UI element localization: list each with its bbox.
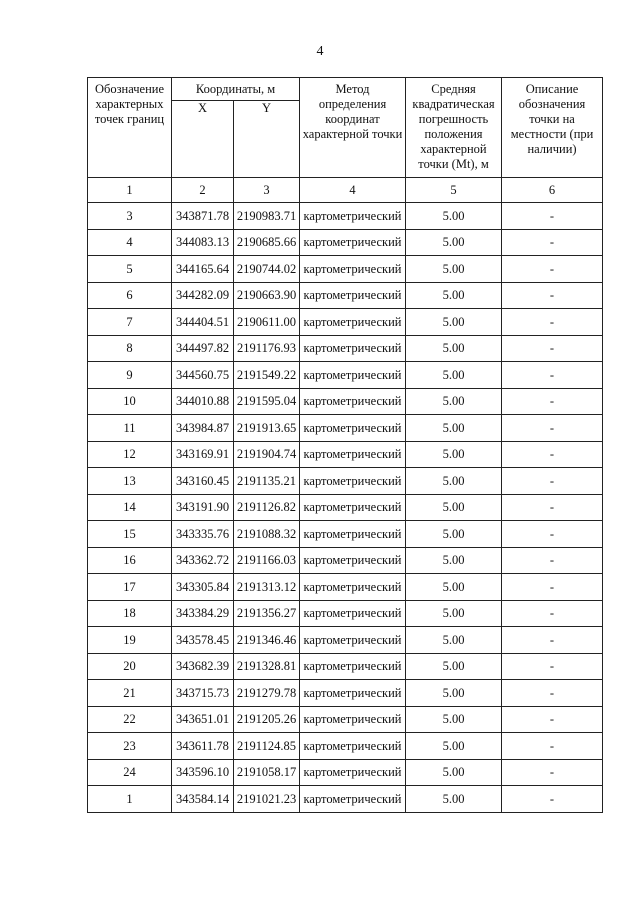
y-coordinate-cell: 2191595.04 (234, 388, 300, 415)
y-coordinate-cell: 2190663.90 (234, 282, 300, 309)
x-coordinate-cell: 343578.45 (172, 627, 234, 654)
point-number-cell: 15 (88, 521, 172, 548)
y-coordinate-cell: 2191166.03 (234, 547, 300, 574)
description-cell: - (502, 574, 603, 601)
method-cell: картометрический (300, 786, 406, 813)
description-cell: - (502, 362, 603, 389)
method-cell: картометрический (300, 441, 406, 468)
point-number-cell: 23 (88, 733, 172, 760)
table-row (88, 388, 603, 415)
table-row (88, 256, 603, 283)
method-cell: картометрический (300, 335, 406, 362)
x-coordinate-cell: 344083.13 (172, 229, 234, 256)
accuracy-cell: 5.00 (406, 574, 502, 601)
accuracy-cell: 5.00 (406, 229, 502, 256)
method-cell: картометрический (300, 203, 406, 230)
point-number-cell: 6 (88, 282, 172, 309)
table-row (88, 706, 603, 733)
description-cell: - (502, 680, 603, 707)
method-cell: картометрический (300, 680, 406, 707)
point-number-cell: 14 (88, 494, 172, 521)
method-cell: картометрический (300, 706, 406, 733)
description-cell: - (502, 282, 603, 309)
y-coordinate-cell: 2191313.12 (234, 574, 300, 601)
header-x: X (172, 101, 234, 178)
method-cell: картометрический (300, 388, 406, 415)
y-coordinate-cell: 2191135.21 (234, 468, 300, 495)
table-row (88, 415, 603, 442)
method-cell: картометрический (300, 759, 406, 786)
x-coordinate-cell: 343169.91 (172, 441, 234, 468)
point-number-cell: 9 (88, 362, 172, 389)
point-number-cell: 24 (88, 759, 172, 786)
y-coordinate-cell: 2191058.17 (234, 759, 300, 786)
accuracy-cell: 5.00 (406, 786, 502, 813)
y-coordinate-cell: 2191356.27 (234, 600, 300, 627)
y-coordinate-cell: 2191346.46 (234, 627, 300, 654)
accuracy-cell: 5.00 (406, 680, 502, 707)
x-coordinate-cell: 344560.75 (172, 362, 234, 389)
table-row (88, 229, 603, 256)
description-cell: - (502, 521, 603, 548)
description-cell: - (502, 627, 603, 654)
y-coordinate-cell: 2191279.78 (234, 680, 300, 707)
table-row (88, 733, 603, 760)
description-cell: - (502, 706, 603, 733)
point-number-cell: 18 (88, 600, 172, 627)
point-number-cell: 5 (88, 256, 172, 283)
page-number: 4 (316, 44, 324, 59)
table-row (88, 309, 603, 336)
x-coordinate-cell: 344282.09 (172, 282, 234, 309)
table-row (88, 547, 603, 574)
y-coordinate-cell: 2190983.71 (234, 203, 300, 230)
accuracy-cell: 5.00 (406, 282, 502, 309)
accuracy-cell: 5.00 (406, 653, 502, 680)
description-cell: - (502, 309, 603, 336)
header-method: Метод определения координат характерной точки (300, 78, 406, 178)
accuracy-cell: 5.00 (406, 600, 502, 627)
table-row (88, 521, 603, 548)
point-number-cell: 12 (88, 441, 172, 468)
description-cell: - (502, 229, 603, 256)
header-y: Y (234, 101, 300, 178)
y-coordinate-cell: 2190685.66 (234, 229, 300, 256)
y-coordinate-cell: 2191021.23 (234, 786, 300, 813)
table-row (88, 362, 603, 389)
point-number-cell: 16 (88, 547, 172, 574)
table-row (88, 680, 603, 707)
method-cell: картометрический (300, 309, 406, 336)
description-cell: - (502, 759, 603, 786)
description-cell: - (502, 335, 603, 362)
description-cell: - (502, 600, 603, 627)
method-cell: картометрический (300, 627, 406, 654)
description-cell: - (502, 415, 603, 442)
x-coordinate-cell: 343305.84 (172, 574, 234, 601)
point-number-cell: 22 (88, 706, 172, 733)
y-coordinate-cell: 2191913.65 (234, 415, 300, 442)
accuracy-cell: 5.00 (406, 468, 502, 495)
column-number: 4 (300, 178, 406, 203)
method-cell: картометрический (300, 733, 406, 760)
table-row (88, 759, 603, 786)
method-cell: картометрический (300, 521, 406, 548)
accuracy-cell: 5.00 (406, 309, 502, 336)
method-cell: картометрический (300, 653, 406, 680)
x-coordinate-cell: 343362.72 (172, 547, 234, 574)
point-number-cell: 13 (88, 468, 172, 495)
x-coordinate-cell: 343871.78 (172, 203, 234, 230)
accuracy-cell: 5.00 (406, 441, 502, 468)
point-number-cell: 17 (88, 574, 172, 601)
header-description: Описание обозначения точки на местности (при наличии) (502, 78, 603, 178)
y-coordinate-cell: 2191126.82 (234, 494, 300, 521)
x-coordinate-cell: 344497.82 (172, 335, 234, 362)
accuracy-cell: 5.00 (406, 733, 502, 760)
x-coordinate-cell: 343191.90 (172, 494, 234, 521)
accuracy-cell: 5.00 (406, 627, 502, 654)
x-coordinate-cell: 343335.76 (172, 521, 234, 548)
x-coordinate-cell: 343596.10 (172, 759, 234, 786)
accuracy-cell: 5.00 (406, 706, 502, 733)
description-cell: - (502, 653, 603, 680)
y-coordinate-cell: 2191088.32 (234, 521, 300, 548)
table-row (88, 627, 603, 654)
y-coordinate-cell: 2190611.00 (234, 309, 300, 336)
table-row (88, 441, 603, 468)
accuracy-cell: 5.00 (406, 521, 502, 548)
description-cell: - (502, 547, 603, 574)
accuracy-cell: 5.00 (406, 759, 502, 786)
x-coordinate-cell: 343682.39 (172, 653, 234, 680)
description-cell: - (502, 468, 603, 495)
accuracy-cell: 5.00 (406, 256, 502, 283)
table-row (88, 282, 603, 309)
accuracy-cell: 5.00 (406, 335, 502, 362)
table-row (88, 653, 603, 680)
point-number-cell: 11 (88, 415, 172, 442)
method-cell: картометрический (300, 229, 406, 256)
column-number: 2 (172, 178, 234, 203)
method-cell: картометрический (300, 415, 406, 442)
table-row (88, 468, 603, 495)
header-coordinates: Координаты, м (172, 78, 300, 101)
column-number: 1 (88, 178, 172, 203)
accuracy-cell: 5.00 (406, 547, 502, 574)
y-coordinate-cell: 2191904.74 (234, 441, 300, 468)
table-row (88, 494, 603, 521)
point-number-cell: 8 (88, 335, 172, 362)
x-coordinate-cell: 343715.73 (172, 680, 234, 707)
boundary-points-table (87, 77, 603, 813)
point-number-cell: 1 (88, 786, 172, 813)
method-cell: картометрический (300, 256, 406, 283)
point-number-cell: 3 (88, 203, 172, 230)
y-coordinate-cell: 2191124.85 (234, 733, 300, 760)
x-coordinate-cell: 344404.51 (172, 309, 234, 336)
y-coordinate-cell: 2191328.81 (234, 653, 300, 680)
method-cell: картометрический (300, 574, 406, 601)
x-coordinate-cell: 343384.29 (172, 600, 234, 627)
x-coordinate-cell: 343651.01 (172, 706, 234, 733)
y-coordinate-cell: 2191176.93 (234, 335, 300, 362)
description-cell: - (502, 494, 603, 521)
description-cell: - (502, 388, 603, 415)
point-number-cell: 21 (88, 680, 172, 707)
table-row (88, 203, 603, 230)
description-cell: - (502, 256, 603, 283)
x-coordinate-cell: 343984.87 (172, 415, 234, 442)
x-coordinate-cell: 343160.45 (172, 468, 234, 495)
table-row (88, 600, 603, 627)
accuracy-cell: 5.00 (406, 388, 502, 415)
column-number: 3 (234, 178, 300, 203)
column-number: 6 (502, 178, 603, 203)
x-coordinate-cell: 343584.14 (172, 786, 234, 813)
point-number-cell: 4 (88, 229, 172, 256)
method-cell: картометрический (300, 494, 406, 521)
x-coordinate-cell: 344165.64 (172, 256, 234, 283)
description-cell: - (502, 786, 603, 813)
point-number-cell: 10 (88, 388, 172, 415)
column-number: 5 (406, 178, 502, 203)
table-row (88, 574, 603, 601)
method-cell: картометрический (300, 600, 406, 627)
x-coordinate-cell: 343611.78 (172, 733, 234, 760)
method-cell: картометрический (300, 468, 406, 495)
point-number-cell: 20 (88, 653, 172, 680)
accuracy-cell: 5.00 (406, 203, 502, 230)
y-coordinate-cell: 2191205.26 (234, 706, 300, 733)
description-cell: - (502, 203, 603, 230)
accuracy-cell: 5.00 (406, 362, 502, 389)
method-cell: картометрический (300, 362, 406, 389)
x-coordinate-cell: 344010.88 (172, 388, 234, 415)
method-cell: картометрический (300, 282, 406, 309)
accuracy-cell: 5.00 (406, 415, 502, 442)
description-cell: - (502, 441, 603, 468)
header-point-designation: Обозначение характерных точек границ (88, 78, 172, 178)
accuracy-cell: 5.00 (406, 494, 502, 521)
point-number-cell: 7 (88, 309, 172, 336)
table-row (88, 786, 603, 813)
column-numbers-row (88, 178, 603, 203)
header-accuracy: Средняя квадратическая погрешность положения характерной точки (Mt), м (406, 78, 502, 178)
y-coordinate-cell: 2190744.02 (234, 256, 300, 283)
point-number-cell: 19 (88, 627, 172, 654)
description-cell: - (502, 733, 603, 760)
y-coordinate-cell: 2191549.22 (234, 362, 300, 389)
method-cell: картометрический (300, 547, 406, 574)
table-row (88, 335, 603, 362)
